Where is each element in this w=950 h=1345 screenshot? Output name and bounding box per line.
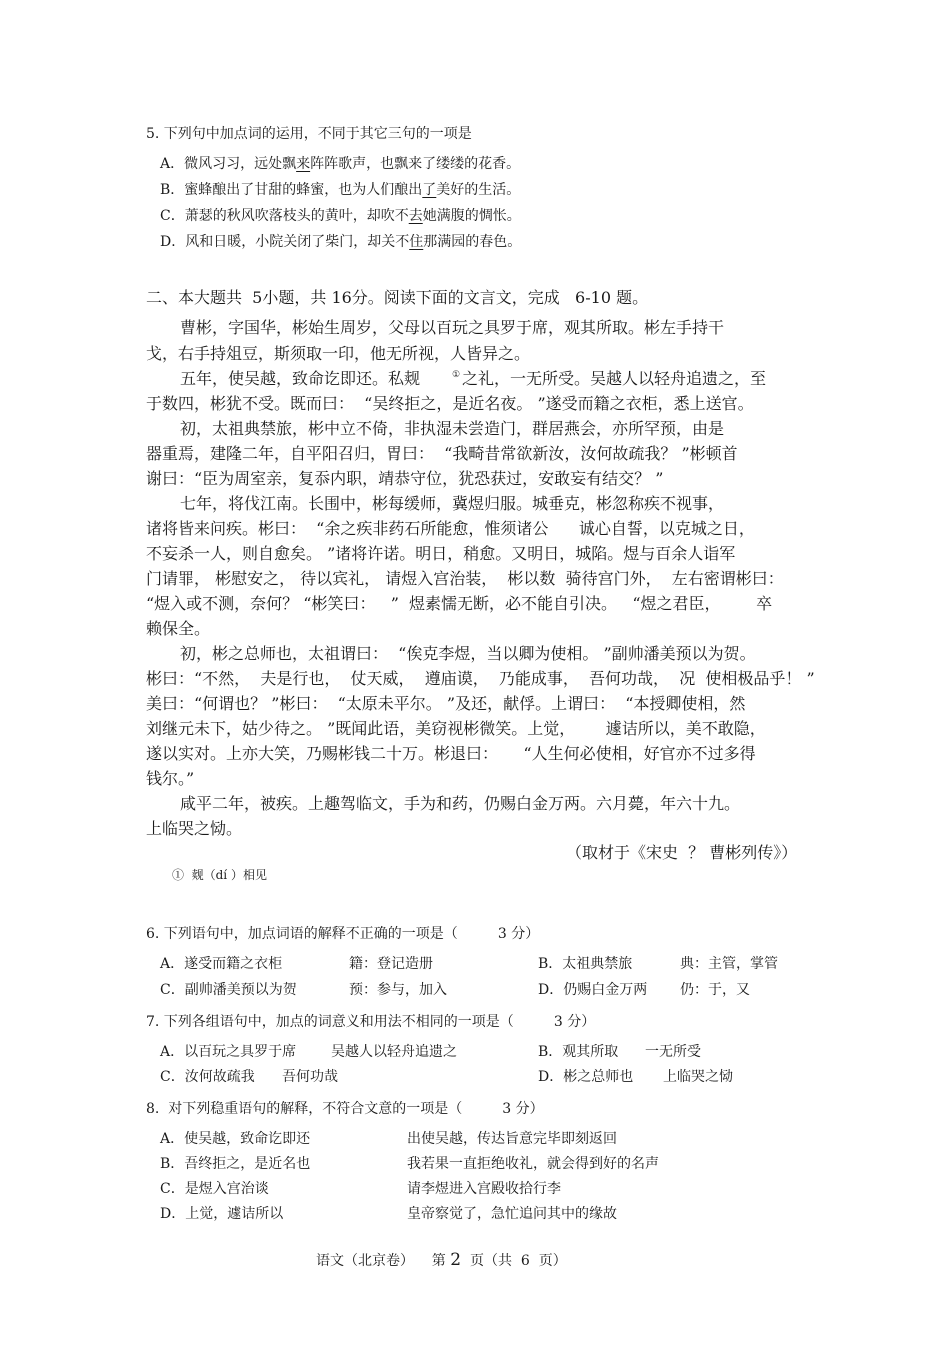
q6-option-a-gloss: 籍：登记造册 [349, 956, 433, 972]
passage-line: 美曰：“何谓也？ ”彬曰： “太原未平尔。 ”及还，献俘。上谓曰： “本授卿使相，然 [146, 694, 746, 713]
q5-d-text-rest: 那满园的春色。 [423, 234, 522, 250]
q5-c-marked-word: 去 [408, 208, 423, 224]
q5-stem: 5. 下列句中加点词的运用，不同于其它三句的一项是 [146, 126, 472, 142]
q6-option-c: C．副帅潘美预以为贺 [160, 982, 297, 998]
passage-line: “煜入或不测，奈何？ “彬笑曰： ” 煜素懦无断，必不能自引决。 “煜之君臣， 卒 [146, 594, 773, 613]
passage-line: 器重焉，建隆二年，自平阳召归，胃曰： “我畸昔常欲新汝，汝何故疏我？ ”彬顿首 [146, 444, 738, 463]
q8-option-b-explanation: 我若果一直拒绝收礼，就会得到好的名声 [407, 1156, 659, 1172]
passage-line: 谢曰：“臣为周室亲，复忝内职，靖恭守位，犹恐获过，安敢妄有结交？ ” [146, 469, 664, 488]
q7-option-c: C．汝何故疏我 [160, 1069, 255, 1085]
q7-option-a-pair: 吴越人以轻舟追遗之 [331, 1044, 457, 1060]
passage-line: 于数四，彬犹不受。既而曰： “吴终拒之，是近名夜。 ”遂受而籍之衣柜，悉上送官。 [146, 394, 754, 413]
q6-option-a: A．遂受而籍之衣柜 [160, 956, 283, 972]
passage-source: （取材于《宋史 ？ 曹彬列传》） [566, 843, 798, 862]
q5-c-text-rest: 她满腹的惆怅。 [422, 208, 521, 224]
q6-option-d-gloss: 仍：于，又 [680, 982, 750, 998]
q5-a-text: A．微风习习，远处飘 [160, 156, 297, 172]
q5-c-text: C．萧瑟的秋风吹落枝头的黄叶，却吹不 [160, 208, 409, 224]
q7-option-a: A．以百玩之具罗于席 [160, 1044, 297, 1060]
passage-line: 曹彬，字国华，彬始生周岁，父母以百玩之具罗于席，观其所取。彬左手持干 [180, 318, 725, 337]
q8-option-b: B．吾终拒之，是近名也 [160, 1156, 311, 1172]
q8-option-d: D．上觉，遽诘所以 [160, 1206, 284, 1222]
q6-stem: 6. 下列语句中，加点词语的解释不正确的一项是（ 3 分） [146, 926, 540, 942]
footer-subject: 语文（北京卷） 第 [316, 1253, 451, 1269]
q8-stem: 8. 对下列稳重语句的解释，不符合文意的一项是（ 3 分） [146, 1101, 544, 1117]
passage-line: 彬曰：“不然， 夫是行也， 仗天威， 遵庙谟， 乃能成事， 吾何功哉， 况 使相极品乎！ ” [146, 669, 815, 688]
q8-option-c: C．是煜入宫治谈 [160, 1181, 269, 1197]
passage-line: 不妄杀一人，则自愈矣。 ”诸将许诺。明日，稍愈。又明日，城陷。煜与百余人诣军 [146, 544, 736, 563]
passage-line: 诸将皆来问疾。彬曰： “余之疾非药石所能愈，惟须诸公 诚心自誓，以克城之日， [146, 519, 755, 538]
passage-line: 戈，右手持俎豆，斯须取一印，他无所视，人皆异之。 [146, 344, 531, 363]
footer-page-number: 2 [450, 1250, 462, 1270]
passage-line: 刘继元未下，姑少待之。 ”既闻此语，美窃视彬微笑。上觉， 遽诘所以，美不敢隐， [146, 719, 766, 738]
q5-d-marked-word: 住 [409, 234, 424, 250]
passage-line: 上临哭之恸。 [146, 819, 243, 838]
footnote-marker: ① [452, 370, 461, 380]
q7-option-d-pair: 上临哭之恸 [663, 1069, 733, 1085]
page-footer [316, 1252, 567, 1269]
q5-b-text: B．蜜蜂酿出了甘甜的蜂蜜，也为人们酿出 [160, 182, 423, 198]
passage-line: 咸平二年，被疾。上趣驾临文，手为和药，仍赐白金万两。六月薨，年六十九。 [180, 794, 741, 813]
q8-option-c-explanation: 请李煜进入宫殿收拾行李 [407, 1181, 561, 1197]
q5-b-text-rest: 美好的生活。 [436, 182, 521, 198]
q8-option-a-explanation: 出使吴越，传达旨意完毕即刻返回 [407, 1131, 617, 1147]
q7-stem: 7. 下列各组语句中，加点的词意义和用法不相同的一项是（ 3 分） [146, 1014, 596, 1030]
q7-option-c-pair: 吾何功哉 [282, 1069, 338, 1085]
passage-line: 门请罪， 彬慰安之， 待以宾礼， 请煜入宫治装， 彬以数 骑待宫门外， 左右密谓彬曰： [146, 569, 784, 588]
q6-option-c-gloss: 预：参与，加入 [349, 982, 447, 998]
passage-line: 七年，将伐江南。长围中，彬每缓师，冀煜归服。城垂克，彬忽称疾不视事， [180, 494, 725, 513]
q6-option-d: D．仍赐白金万两 [538, 982, 648, 998]
passage-line: 钱尔。” [146, 769, 195, 788]
passage-line: 赖保全。 [146, 619, 211, 638]
passage-line: 五年，使吴越，致命讫即还。私觌 [180, 369, 421, 388]
q6-option-b: B．太祖典禁旅 [538, 956, 633, 972]
q5-b-marked-word: 了 [422, 182, 437, 198]
q5-option-b [160, 183, 520, 197]
footnote: ① 觌（dí ）相见 [172, 868, 267, 882]
q5-option-a [160, 157, 520, 171]
q6-option-b-gloss: 典：主管，掌管 [680, 956, 778, 972]
q5-a-marked-word: 来 [296, 156, 311, 172]
q5-option-d [160, 235, 521, 249]
passage-line: 遂以实对。上亦大笑，乃赐彬钱二十万。彬退曰： “人生何必使相，好官亦不过多得 [146, 744, 756, 763]
q7-option-b-pair: 一无所受 [645, 1044, 701, 1060]
passage-line: 之礼，一无所受。吴越人以轻舟追遗之，至 [462, 369, 767, 388]
q8-option-d-explanation: 皇帝察觉了，急忙追问其中的缘故 [407, 1206, 617, 1222]
q5-option-c [160, 209, 521, 223]
q7-option-d: D．彬之总师也 [538, 1069, 634, 1085]
q8-option-a: A．使吴越，致命讫即还 [160, 1131, 311, 1147]
q5-d-text: D．风和日暖，小院关闭了柴门，却关不 [160, 234, 410, 250]
section2-heading: 二、本大题共 5小题，共 16分。阅读下面的文言文，完成 6-10 题。 [146, 288, 649, 307]
q5-a-text-rest: 阵阵歌声，也飘来了缕缕的花香。 [310, 156, 521, 172]
q7-option-b: B．观其所取 [538, 1044, 619, 1060]
passage-line: 初，太祖典禁旅，彬中立不倚，非执湿未尝造门，群居燕会，亦所罕预，由是 [180, 419, 725, 438]
footer-total-pages: 页（共 6 页） [461, 1253, 567, 1269]
passage-line: 初，彬之总师也，太祖谓曰： “俟克李煜，当以卿为使相。 ”副帅潘美预以为贺。 [180, 644, 756, 663]
